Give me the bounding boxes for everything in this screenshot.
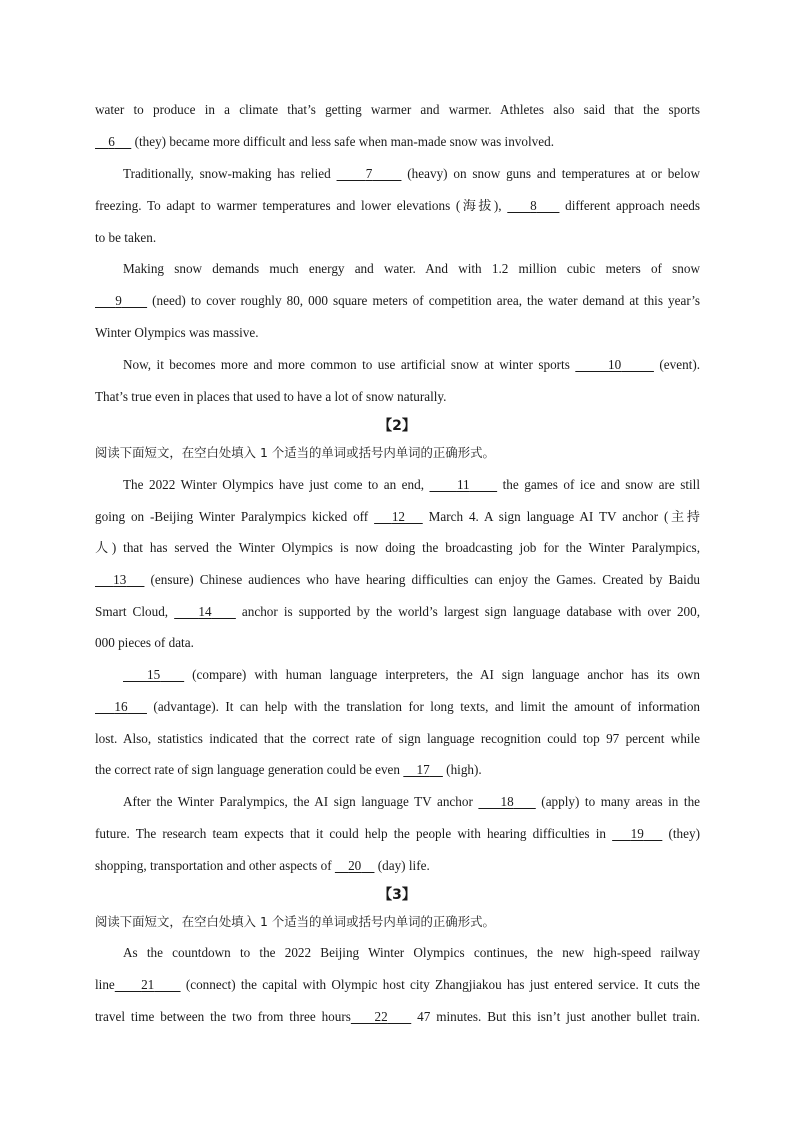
blank-17[interactable]: 17 bbox=[416, 762, 430, 777]
blank-20[interactable]: 20 bbox=[348, 858, 362, 873]
blank-22[interactable]: 22 bbox=[374, 1009, 388, 1024]
p2-line-6: 000 pieces of data. bbox=[95, 635, 194, 650]
p1-line-5: to be taken. bbox=[95, 230, 157, 245]
section-3-instruction: 阅读下面短文，在空白处填入 1 个适当的单词或括号内单词的正确形式。 bbox=[95, 914, 495, 929]
p2-line-2: going on -Beijing Winter Paralympics kicked off 12 March 4. A sign language AI TV anchor (主持 bbox=[95, 509, 700, 524]
p1-line-7: 9 (need) to cover roughly 80, 000 square meters of competition area, the water demand at this year’s bbox=[95, 291, 700, 311]
p1-line-8: Winter Olympics was massive. bbox=[95, 325, 259, 340]
p2-line-12: future. The research team expects that it could help the people with hearing difficulties in 19 (they) bbox=[95, 826, 700, 841]
blank-7[interactable]: 7 bbox=[365, 166, 373, 181]
p3-line-3: travel time between the two from three hours 22 47 minutes. But this isn’t just another bullet train. bbox=[95, 1009, 700, 1024]
p1-line-10: That’s true even in places that used to have a lot of snow naturally. bbox=[95, 389, 447, 404]
blank-10[interactable]: 10 bbox=[608, 357, 622, 372]
section-2-heading: 【2】 bbox=[378, 418, 416, 434]
blank-9[interactable]: 9 bbox=[115, 293, 122, 308]
p1-line-3: Traditionally, snow-making has relied 7 (heavy) on snow guns and temperatures at or below bbox=[123, 166, 700, 181]
section-2-instruction: 阅读下面短文，在空白处填入 1 个适当的单词或括号内单词的正确形式。 bbox=[95, 445, 495, 460]
p2-line-5: Smart Cloud, 14 anchor is supported by the world’s largest sign language database with over 200, bbox=[95, 604, 700, 619]
blank-18[interactable]: 18 bbox=[500, 794, 514, 809]
section-3-heading: 【3】 bbox=[378, 887, 416, 903]
p1-line-6: Making snow demands much energy and water. And with 1.2 million cubic meters of snow bbox=[123, 261, 700, 276]
blank-16[interactable]: 16 bbox=[114, 699, 128, 714]
p1-line-9: Now, it becomes more and more common to use artificial snow at winter sports 10 (event). bbox=[123, 357, 700, 372]
p2-line-10: the correct rate of sign language generation could be even 17 (high). bbox=[95, 762, 482, 777]
blank-19[interactable]: 19 bbox=[630, 826, 644, 841]
blank-12[interactable]: 12 bbox=[391, 509, 406, 524]
p3-line-2: line 21 (connect) the capital with Olympic host city Zhangjiakou has just entered service. It cuts the bbox=[95, 977, 700, 992]
blank-14[interactable]: 14 bbox=[198, 604, 212, 619]
p2-line-13: shopping, transportation and other aspects of 20 (day) life. bbox=[95, 858, 430, 873]
blank-6[interactable]: 6 bbox=[108, 134, 115, 149]
p1-line-2: 6 (they) became more difficult and less safe when man-made snow was involved. bbox=[95, 132, 700, 152]
p2-line-9: lost. Also, statistics indicated that the correct rate of sign language recognition could top 97 percent while bbox=[95, 731, 700, 746]
blank-8[interactable]: 8 bbox=[530, 198, 537, 213]
p2-line-7: 15 (compare) with human language interpreters, the AI sign language anchor has its own bbox=[123, 665, 700, 685]
p1-line-1: water to produce in a climate that’s getting warmer and warmer. Athletes also said that the sports bbox=[95, 102, 700, 117]
p3-line-1: As the countdown to the 2022 Beijing Winter Olympics continues, the new high-speed railway bbox=[123, 945, 700, 960]
blank-21[interactable]: 21 bbox=[141, 977, 155, 992]
p2-line-3: 人) that has served the Winter Olympics is now doing the broadcasting job for the Winter Paralympics, bbox=[95, 540, 700, 555]
blank-11[interactable]: 11 bbox=[456, 477, 470, 492]
p2-line-11: After the Winter Paralympics, the AI sign language TV anchor 18 (apply) to many areas in the bbox=[123, 794, 700, 809]
p2-line-8: 16 (advantage). It can help with the translation for long texts, and limit the amount of information bbox=[95, 697, 700, 717]
p1-line-4: freezing. To adapt to warmer temperatures and lower elevations (海拔), 8 different approach needs bbox=[95, 198, 700, 213]
p2-line-1: The 2022 Winter Olympics have just come to an end, 11 the games of ice and snow are still bbox=[123, 477, 700, 492]
p2-line-4: 13 (ensure) Chinese audiences who have hearing difficulties can enjoy the Games. Created by Baidu bbox=[95, 570, 700, 590]
blank-13[interactable]: 13 bbox=[113, 572, 127, 587]
blank-15[interactable]: 15 bbox=[146, 667, 161, 682]
